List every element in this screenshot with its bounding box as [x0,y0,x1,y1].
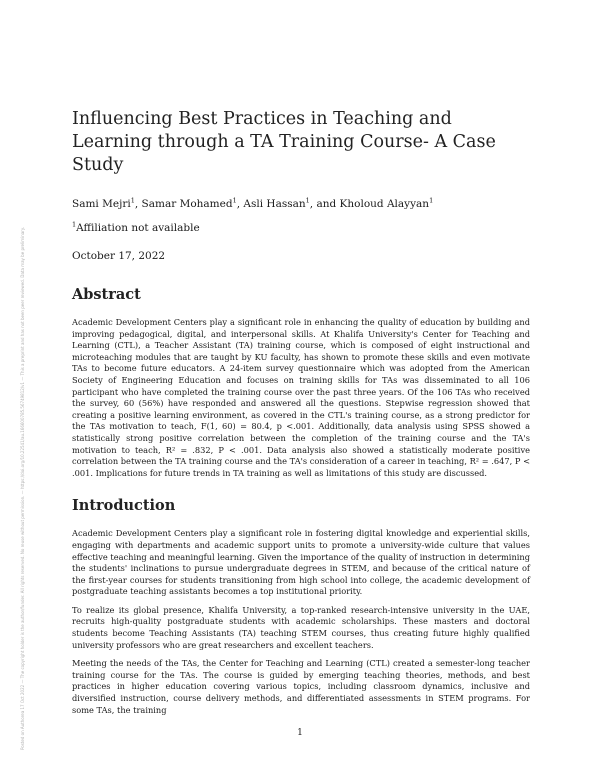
preprint-sidebar-notice [20,60,30,760]
abstract-heading: Abstract [72,286,141,303]
sidebar-text: Posted on Authorea 17 Oct 2022 — The copyright holder is the author/funder. All rights reserved. No reuse without permission. — https://doi.org/10.22541/au.166600785.56749812/v1 — This a preprint and has not been peer reviewed. Data may be preliminary. [20,227,25,750]
author: Sami Mejri$^1$, [72,196,142,210]
paper-title: Influencing Best Practices in Teaching and Learning through a TA Training Course- A Case Study [72,109,496,175]
paper-page [72,108,530,716]
intro-paragraph: To realize its global presence, Khalifa University, a top-ranked research-intensive university in the UAE, recruits high-quality postgraduate students with academic scholarships. These masters and doctoral students become Teaching Assistants (TA) teaching STEM courses, thus creating future highly qualified university professors who are great researchers and excellent teachers. [72,604,530,650]
author: Kholoud Alayyan$^1$ [339,196,434,210]
intro-paragraph: Meeting the needs of the TAs, the Center for Teaching and Learning (CTL) created a semester-long teacher training course for the TAs. The course is guided by emerging teaching theories, methods, and best practices in higher education covering various topics, including classroom dynamics, inclusive and diversified instruction, course delivery methods, and differentiated assessments in STEM programs. For some TAs, the training [72,658,530,715]
page-number: 1 [297,728,303,738]
author-list [72,198,530,210]
author: Samar Mohamed$^1$, [141,196,244,210]
author: Asli Hassan$^1$, and [243,196,340,210]
publication-date: October 17, 2022 [72,250,166,262]
introduction-heading: Introduction [72,497,176,515]
intro-paragraph: Academic Development Centers play a significant role in fostering digital knowledge and experiential skills, engaging with departments and academic support units to promote a university-wide culture that values effective teaching and meaningful learning. Given the importance of the quality of instruction in determining the students' inclinations to pursue undergraduate degrees in STEM, and because of the critical nature of the first-year courses for students transitioning from high school into college, the academic development of postgraduate teaching assistants becomes a top institutional priority. [72,528,530,597]
abstract-text: Academic Development Centers play a significant role in enhancing the quality of education by building and improving pedagogical, digital, and interpersonal skills. At Khalifa University's Center for Teaching and Learning (CTL), a Teacher Assistant (TA) training course, which is composed of eight instructional and microteaching modules that are taught by KU faculty, has shown to promote these skills and even motivate TAs to become future educators. A 24-item survey questionnaire which was adopted from the American Society of Engineering Education and focuses on training skills for TAs was disseminated to all 106 participant who have completed the training course over the past three years. Of the 106 TAs who received the survey, 60 (56%) have responded and answered all the questions. Stepwise regression showed that creating a positive learning environment, as covered in the CTL's training course, as a strong predictor for the TAs motivation to teach, F(1, 60) = 80.4, p <.001. Additionally, data analysis using SPSS showed a statistically strong positive correlation between the completion of the training course and the TA's motivation to teach, R² = .832, P < .001. Data analysis also showed a statistically moderate positive correlation between the TA training course and the TA's consideration of a career in teaching, R² = .647, P < .001. Implications for future trends in TA training as well as limitations of this study are discussed. [72,317,530,478]
affiliation: $^1$Affiliation not available [72,220,200,234]
